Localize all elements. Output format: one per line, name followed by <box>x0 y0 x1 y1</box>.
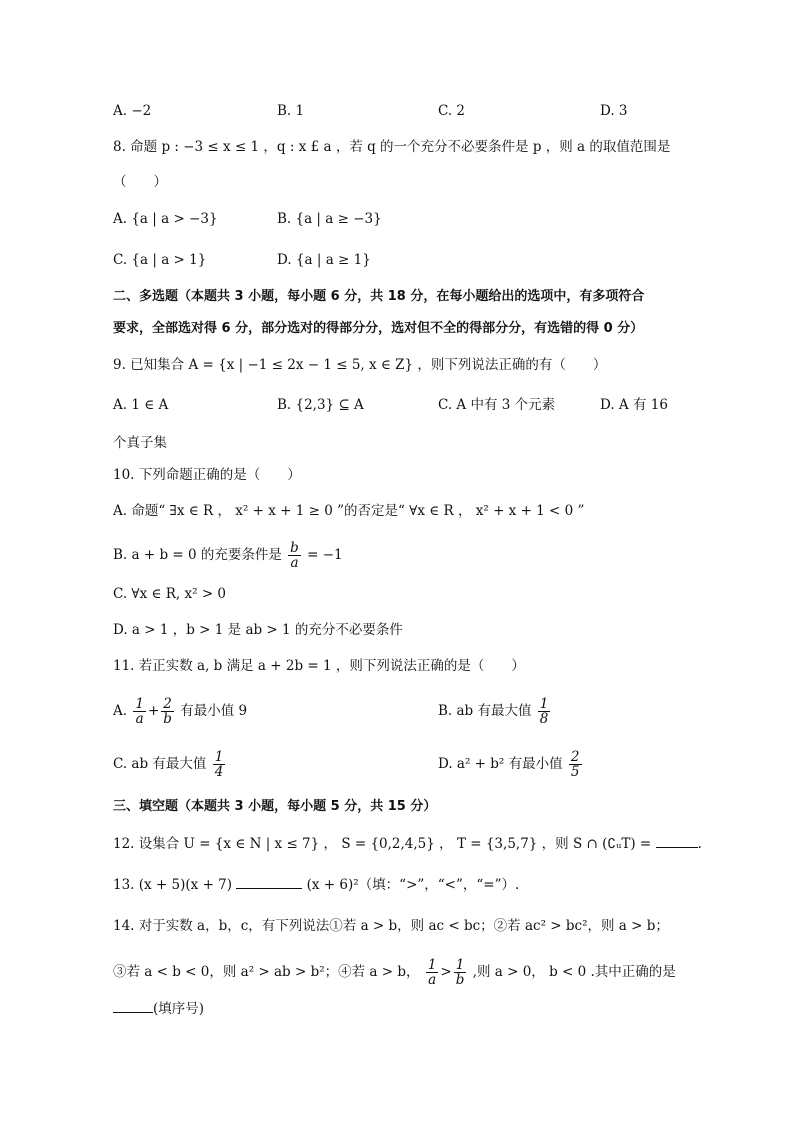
q11-option-c <box>113 750 227 779</box>
q11-option-c-text: C. ab 有最大值 <box>113 756 207 772</box>
q12-answer-blank[interactable] <box>656 833 698 848</box>
q9-option-d: D. A 有 16 <box>600 397 668 413</box>
q14-line2-text: ③若 a < b < 0，则 a² > ab > b²；④若 a > b， <box>113 964 420 980</box>
q13-right: (x + 6)²（填：“>”，“<”，“=”）. <box>306 877 520 893</box>
q14-fraction2 <box>454 958 467 987</box>
q11-option-b-numerator: 1 <box>539 696 549 712</box>
q14-fraction1-den: a <box>428 972 437 988</box>
q11-option-a-den2: b <box>163 711 172 727</box>
q14-gt: > <box>440 964 452 980</box>
q8-option-a: A. {a | a > −3} <box>113 211 218 227</box>
q10-option-b <box>113 541 343 570</box>
q11-option-a-tail: 有最小值 9 <box>180 703 248 719</box>
q9-option-a: A. 1 ∈ A <box>113 397 169 413</box>
q9-option-d-continued: 个真子集 <box>113 435 167 451</box>
q14-line3 <box>113 998 204 1019</box>
q10-option-b-fraction <box>288 541 301 570</box>
q10-stem: 10. 下列命题正确的是（ ） <box>113 467 301 483</box>
q14-line1: 14. 对于实数 a，b，c，有下列说法①若 a > b，则 ac < bc；②若 ac² > bc²，则 a > b； <box>113 918 669 934</box>
q7-option-b: B. 1 <box>277 103 305 119</box>
q11-option-d-numerator: 2 <box>570 749 580 765</box>
q14-fraction2-den: b <box>455 972 465 988</box>
q14-answer-blank[interactable] <box>113 998 153 1013</box>
q11-option-a-fraction1 <box>133 697 146 726</box>
q11-option-c-denominator: 4 <box>214 764 224 780</box>
q11-option-b-denominator: 8 <box>539 711 549 727</box>
q7-option-d: D. 3 <box>600 103 628 119</box>
section2-title-line1: 二、多选题（本题共 3 小题，每小题 6 分，共 18 分，在每小题给出的选项中，有多项符合 <box>113 289 645 304</box>
q10-option-b-numerator: b <box>290 540 299 556</box>
q7-option-a: A. −2 <box>113 103 152 119</box>
q11-option-d-fraction <box>569 750 582 779</box>
q11-option-b-text: B. ab 有最大值 <box>438 703 532 719</box>
q14-line2-tail: ,则 a > 0， b < 0 .其中正确的是 <box>472 964 676 980</box>
q11-option-b <box>438 697 552 726</box>
q11-option-c-numerator: 1 <box>214 749 224 765</box>
q9-option-b: B. {2,3} ⊆ A <box>277 397 364 413</box>
q14-fraction1-num: 1 <box>427 957 437 973</box>
section2-title-line2: 要求，全部选对得 6 分，部分选对的得部分分，选对但不全的得部分分，有选错的得 0 分） <box>113 321 644 336</box>
q10-option-b-text: B. a + b = 0 的充要条件是 <box>113 547 282 563</box>
q11-option-a-label: A. <box>113 703 128 719</box>
q11-option-a-num1: 1 <box>135 696 144 712</box>
q12-stem: 12. 设集合 U = {x ∈ N | x ≤ 7} ， S = {0,2,4,5} ， T = {3,5,7} ，则 S ∩ (∁ᵤT) = <box>113 836 652 852</box>
q14-line3-text: (填序号) <box>153 1001 205 1017</box>
q11-option-a-fraction2 <box>161 697 174 726</box>
q11-option-c-fraction <box>213 750 226 779</box>
section3-title: 三、填空题（本题共 3 小题，每小题 5 分，共 15 分） <box>113 799 437 814</box>
q8-option-d: D. {a | a ≥ 1} <box>277 252 371 268</box>
q10-option-a: A. 命题“ ∃x ∈ R ， x² + x + 1 ≥ 0 ”的否定是“ ∀x ∈ R ， x² + x + 1 < 0 ” <box>113 503 585 519</box>
q13-left: 13. (x + 5)(x + 7) <box>113 877 233 893</box>
q11-option-d-denominator: 5 <box>570 764 580 780</box>
q12-end: . <box>697 836 702 852</box>
q9-option-c: C. A 中有 3 个元素 <box>438 397 556 413</box>
q8-option-c: C. {a | a > 1} <box>113 252 207 268</box>
q11-option-d-text: D. a² + b² 有最小值 <box>438 756 563 772</box>
q10-option-b-denominator: a <box>290 555 299 571</box>
q9-stem: 9. 已知集合 A = {x | −1 ≤ 2x − 1 ≤ 5, x ∈ Z} ，则下列说法正确的有（ ） <box>113 357 607 373</box>
q11-option-a <box>113 697 247 726</box>
q11-stem: 11. 若正实数 a, b 满足 a + 2b = 1 ，则下列说法正确的是（ ） <box>113 658 525 674</box>
q8-option-b: B. {a | a ≥ −3} <box>277 211 382 227</box>
q8-stem: 8. 命题 p : −3 ≤ x ≤ 1 ，q : x £ a ，若 q 的一个充分不必要条件是 p ，则 a 的取值范围是 <box>113 139 671 155</box>
q14-fraction1 <box>426 958 439 987</box>
q11-option-a-plus: + <box>147 703 160 719</box>
q11-option-a-num2: 2 <box>161 697 174 712</box>
q11-option-d <box>438 750 584 779</box>
q13-line <box>113 874 519 895</box>
q10-option-c: C. ∀x ∈ R, x² > 0 <box>113 586 227 602</box>
q13-answer-blank[interactable] <box>236 874 302 889</box>
q8-answer-paren: （ ） <box>113 174 167 190</box>
q11-option-b-fraction <box>538 697 551 726</box>
q14-line2 <box>113 958 676 987</box>
q12-line <box>113 833 702 854</box>
q11-option-a-den1: a <box>135 711 144 727</box>
q7-option-c: C. 2 <box>438 103 466 119</box>
q14-fraction2-num: 1 <box>454 958 467 973</box>
q10-option-d: D. a > 1 ，b > 1 是 ab > 1 的充分不必要条件 <box>113 622 403 638</box>
q10-option-b-tail: = −1 <box>307 547 343 563</box>
